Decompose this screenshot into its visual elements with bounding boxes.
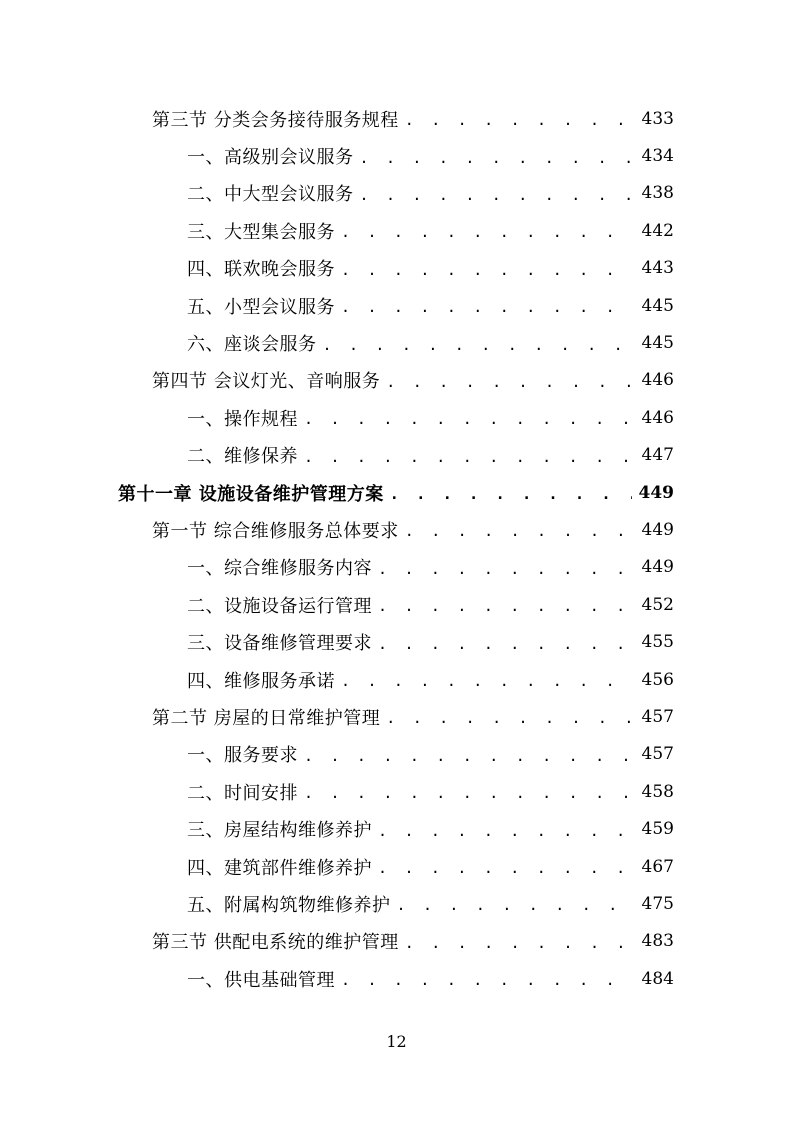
toc-dot-leader xyxy=(405,113,632,128)
toc-subsection-entry[interactable] xyxy=(0,773,793,810)
toc-dot-leader xyxy=(378,637,632,652)
toc-entry-page: 467 xyxy=(641,856,674,877)
toc-section-entry[interactable] xyxy=(0,923,793,960)
toc-entry-title: 第二节 房屋的日常维护管理 xyxy=(152,707,381,729)
toc-entry-page: 459 xyxy=(641,819,674,840)
toc-subsection-entry[interactable] xyxy=(0,960,793,997)
toc-subsection-entry[interactable] xyxy=(0,324,793,361)
toc-entry-title: 第十一章 设施设备维护管理方案 xyxy=(118,483,384,505)
toc-entry-title: 五、小型会议服务 xyxy=(187,296,335,318)
toc-section-entry[interactable] xyxy=(0,698,793,735)
toc-dot-leader xyxy=(323,338,633,353)
toc-dot-leader xyxy=(386,711,632,726)
toc-entry-title: 三、房屋结构维修养护 xyxy=(187,820,372,842)
toc-entry-title: 三、设备维修管理要求 xyxy=(187,633,372,655)
toc-entry-title: 四、维修服务承诺 xyxy=(187,670,335,692)
toc-dot-leader xyxy=(390,487,632,502)
toc-dot-leader xyxy=(378,824,632,839)
toc-subsection-entry[interactable] xyxy=(0,661,793,698)
toc-dot-leader xyxy=(378,599,632,614)
toc-entry-page: 484 xyxy=(641,968,674,989)
toc-entry-page: 458 xyxy=(641,781,674,802)
toc-dot-leader xyxy=(378,861,632,876)
toc-dot-leader xyxy=(304,450,632,465)
toc-dot-leader xyxy=(360,188,633,203)
toc-entry-title: 二、维修保养 xyxy=(187,446,298,468)
toc-entry-page: 457 xyxy=(641,744,674,765)
toc-chapter-entry[interactable] xyxy=(0,474,793,511)
toc-entry-title: 二、中大型会议服务 xyxy=(187,184,354,206)
toc-entry-page: 483 xyxy=(641,931,674,952)
toc-entry-title: 一、供电基础管理 xyxy=(187,969,335,991)
toc-subsection-entry[interactable] xyxy=(0,399,793,436)
toc-dot-leader xyxy=(304,412,632,427)
toc-entry-title: 四、建筑部件维修养护 xyxy=(187,857,372,879)
toc-dot-leader xyxy=(378,562,632,577)
toc-entry-page: 433 xyxy=(641,108,674,129)
toc-entry-title: 一、综合维修服务内容 xyxy=(187,558,372,580)
toc-dot-leader xyxy=(341,674,632,689)
toc-subsection-entry[interactable] xyxy=(0,137,793,174)
toc-section-entry[interactable] xyxy=(0,511,793,548)
toc-entry-page: 446 xyxy=(641,370,674,391)
toc-entry-page: 452 xyxy=(641,594,674,615)
toc-dot-leader xyxy=(405,524,632,539)
toc-entry-page: 457 xyxy=(641,706,674,727)
toc-subsection-entry[interactable] xyxy=(0,885,793,922)
toc-subsection-entry[interactable] xyxy=(0,848,793,885)
toc-entry-page: 445 xyxy=(641,295,674,316)
toc-entry-page: 438 xyxy=(641,183,674,204)
toc-section-entry[interactable] xyxy=(0,100,793,137)
toc-entry-title: 四、联欢晚会服务 xyxy=(187,259,335,281)
toc-entry-title: 五、附属构筑物维修养护 xyxy=(187,894,391,916)
toc-subsection-entry[interactable] xyxy=(0,250,793,287)
toc-entry-title: 一、操作规程 xyxy=(187,408,298,430)
toc-section-entry[interactable] xyxy=(0,362,793,399)
toc-entry-title: 第三节 供配电系统的维护管理 xyxy=(152,932,399,954)
toc-entry-page: 449 xyxy=(641,557,674,578)
toc-subsection-entry[interactable] xyxy=(0,810,793,847)
toc-dot-leader xyxy=(341,973,632,988)
toc-dot-leader xyxy=(341,263,632,278)
toc-entry-title: 第四节 会议灯光、音响服务 xyxy=(152,371,381,393)
toc-entry-title: 一、服务要求 xyxy=(187,745,298,767)
toc-dot-leader xyxy=(360,151,633,166)
toc-dot-leader xyxy=(386,375,632,390)
toc-entry-title: 二、设施设备运行管理 xyxy=(187,595,372,617)
toc-entry-page: 456 xyxy=(641,669,674,690)
page-number: 12 xyxy=(386,1032,407,1051)
toc-subsection-entry[interactable] xyxy=(0,212,793,249)
toc-subsection-entry[interactable] xyxy=(0,287,793,324)
toc-dot-leader xyxy=(341,300,632,315)
toc-dot-leader xyxy=(341,225,632,240)
toc-entry-page: 447 xyxy=(641,445,674,466)
toc-entry-page: 434 xyxy=(641,146,674,167)
toc-entry-page: 446 xyxy=(641,407,674,428)
toc-entry-page: 442 xyxy=(641,220,674,241)
table-of-contents xyxy=(0,100,793,997)
toc-subsection-entry[interactable] xyxy=(0,736,793,773)
toc-subsection-entry[interactable] xyxy=(0,586,793,623)
toc-entry-title: 一、高级别会议服务 xyxy=(187,147,354,169)
toc-entry-page: 475 xyxy=(641,893,674,914)
toc-subsection-entry[interactable] xyxy=(0,549,793,586)
toc-entry-page: 449 xyxy=(638,482,674,503)
toc-entry-page: 449 xyxy=(641,519,674,540)
toc-entry-title: 第一节 综合维修服务总体要求 xyxy=(152,520,399,542)
toc-dot-leader xyxy=(397,898,633,913)
toc-entry-page: 443 xyxy=(641,258,674,279)
toc-entry-title: 二、时间安排 xyxy=(187,782,298,804)
toc-dot-leader xyxy=(304,749,632,764)
toc-entry-page: 445 xyxy=(641,333,674,354)
toc-dot-leader xyxy=(304,786,632,801)
toc-entry-title: 第三节 分类会务接待服务规程 xyxy=(152,109,399,131)
toc-subsection-entry[interactable] xyxy=(0,437,793,474)
toc-subsection-entry[interactable] xyxy=(0,623,793,660)
toc-entry-title: 三、大型集会服务 xyxy=(187,221,335,243)
toc-dot-leader xyxy=(405,936,632,951)
toc-entry-page: 455 xyxy=(641,632,674,653)
toc-entry-title: 六、座谈会服务 xyxy=(187,334,317,356)
toc-subsection-entry[interactable] xyxy=(0,175,793,212)
